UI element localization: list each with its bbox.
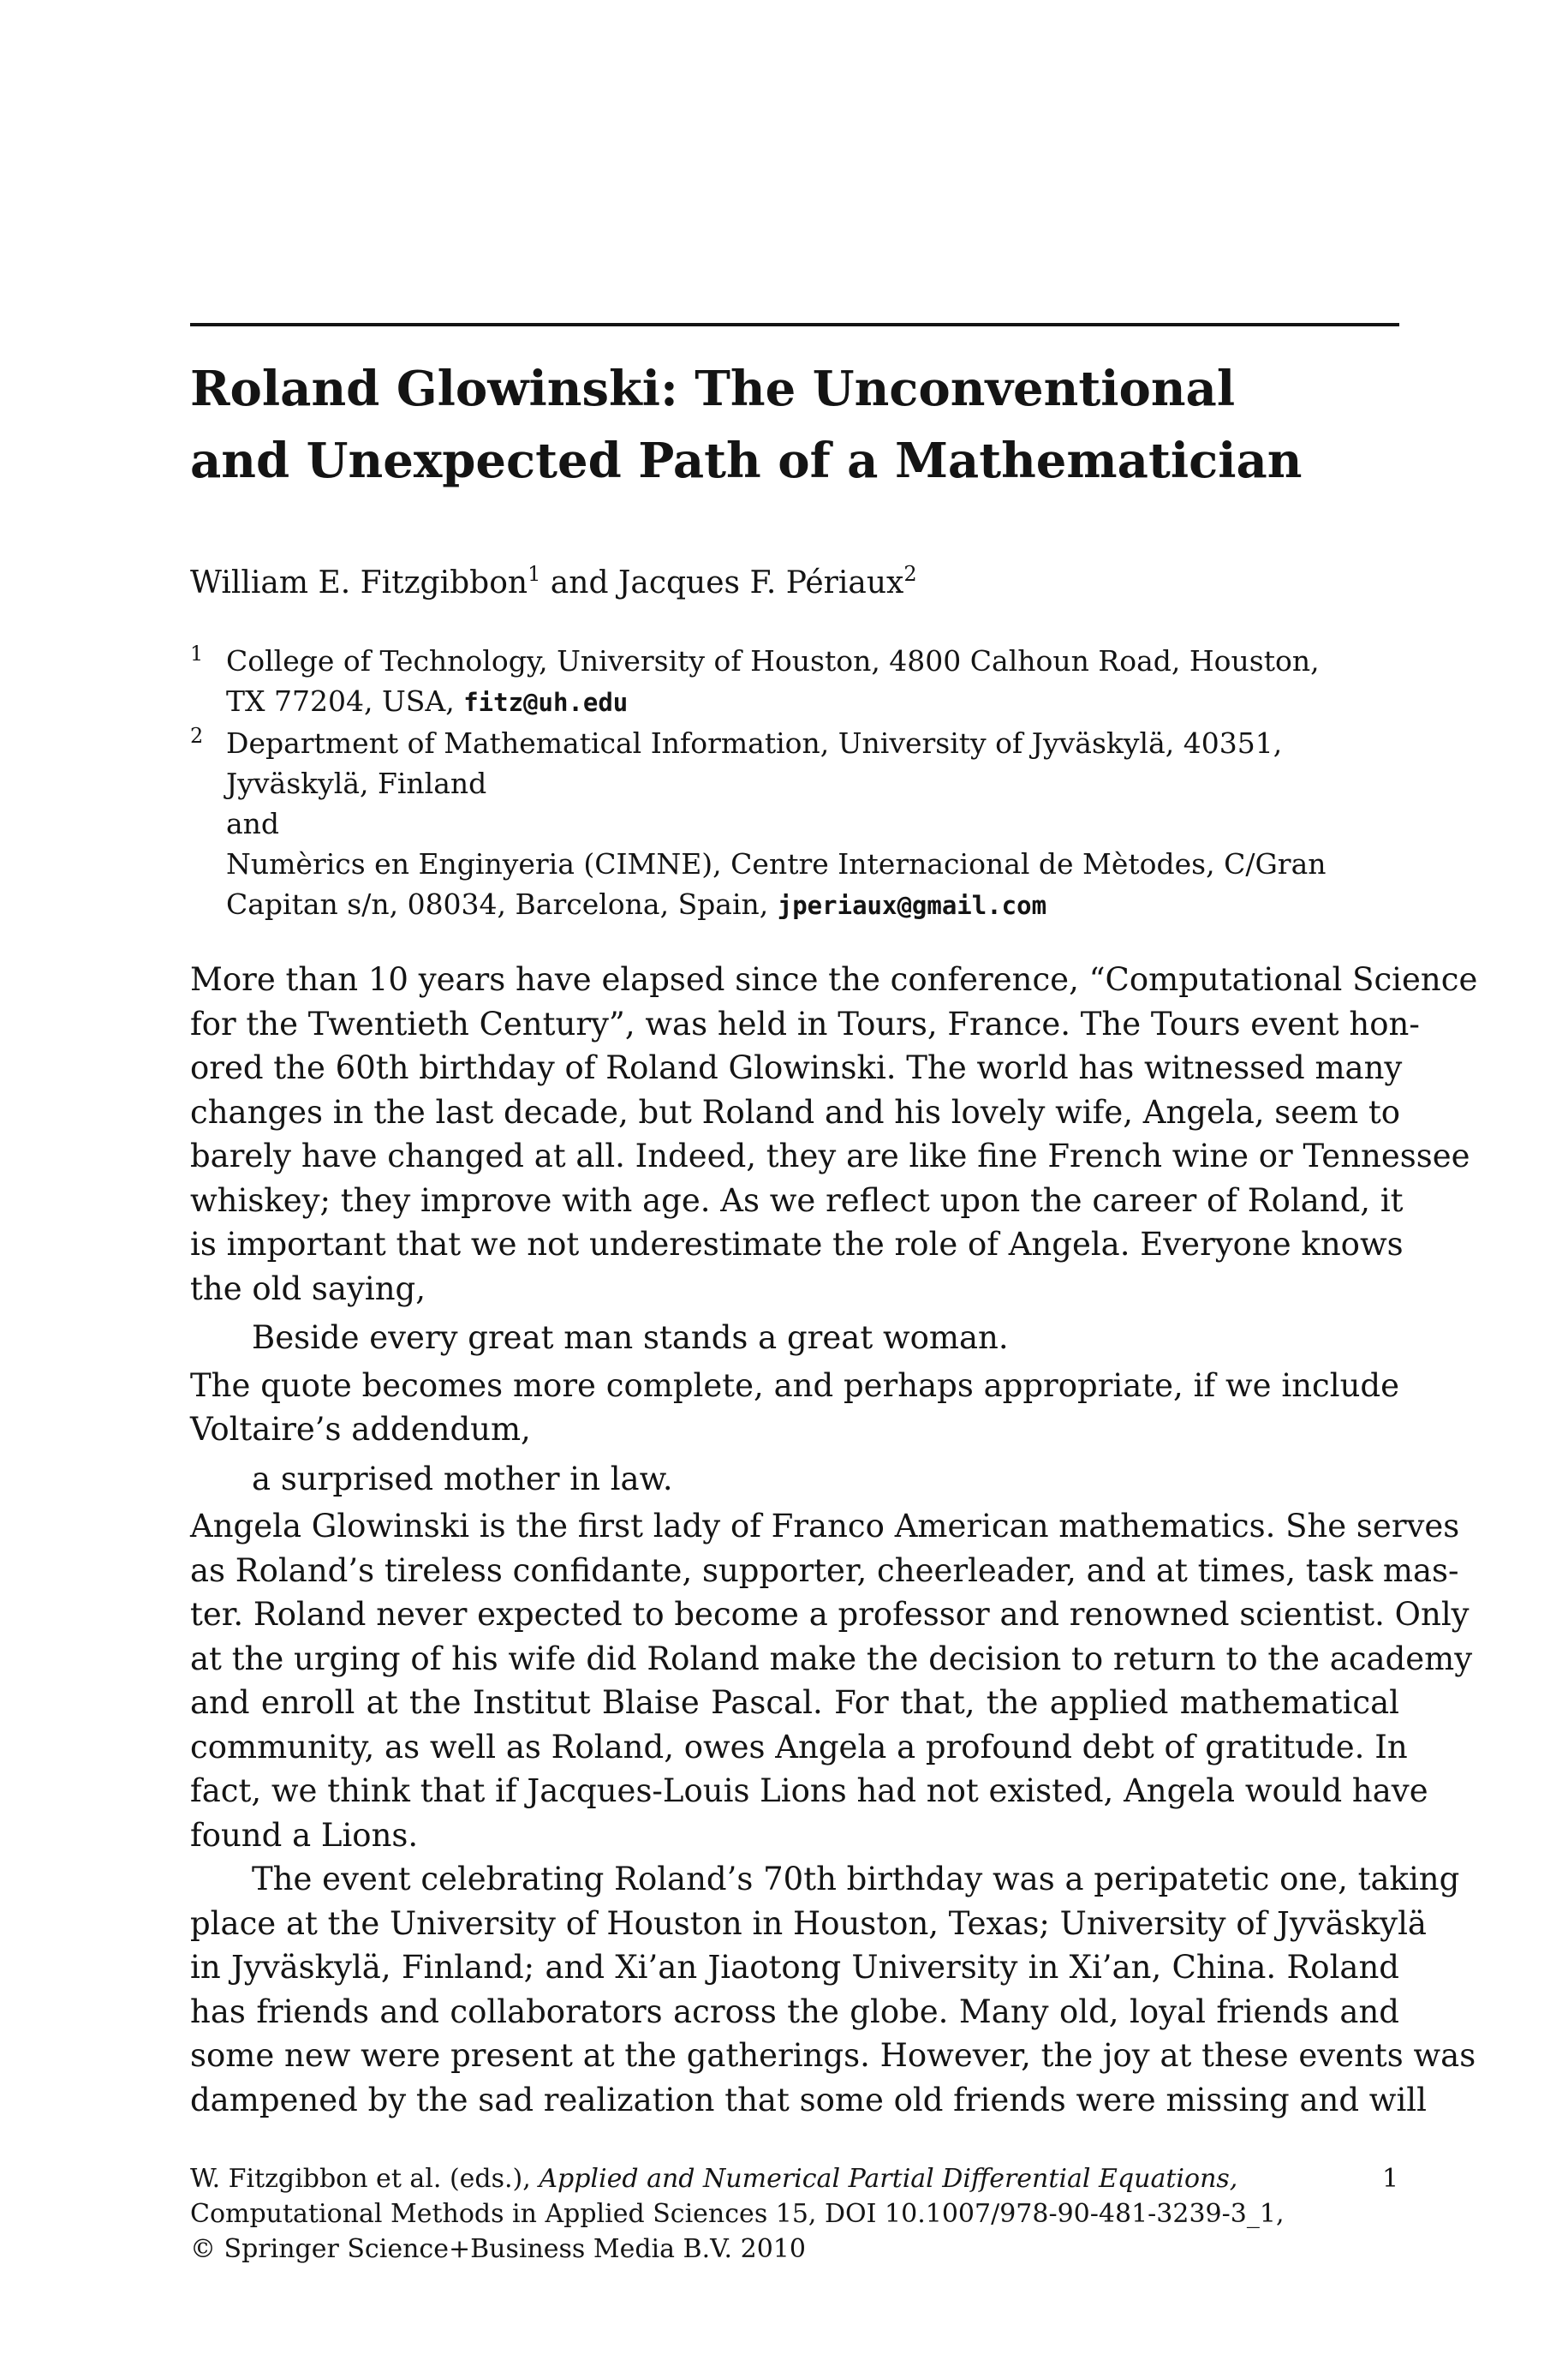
title-line-2: and Unexpected Path of a Mathematician	[190, 433, 1303, 489]
affiliation-number: 2	[190, 724, 204, 748]
paragraph-1	[190, 958, 1478, 1311]
footer-book-title: Applied and Numerical Partial Differential Equations,	[539, 2164, 1238, 2194]
affiliation-line: Department of Mathematical Information, University of Jyväskylä, 40351,	[226, 726, 1283, 760]
text-line: dampened by the sad realization that some old friends were missing and will	[190, 2081, 1427, 2118]
text-line: changes in the last decade, but Roland and his lovely wife, Angela, seem to	[190, 1093, 1401, 1131]
affiliation-line	[226, 884, 1406, 926]
paper-title	[190, 353, 1406, 497]
text-line: found a Lions.	[190, 1816, 419, 1854]
text-line: whiskey; they improve with age. As we reflect upon the career of Roland, it	[190, 1181, 1404, 1219]
affiliation-text: Capitan s/n, 08034, Barcelona, Spain,	[226, 887, 778, 921]
title-rule	[190, 323, 1399, 326]
footer-line	[190, 2161, 1399, 2196]
text-line: fact, we think that if Jacques-Louis Lions had not existed, Angela would have	[190, 1772, 1428, 1809]
author-1-affil-mark: 1	[528, 562, 541, 586]
author-conjunction: and	[540, 565, 618, 600]
text-line: for the Twentieth Century”, was held in Tours, France. The Tours event hon-	[190, 1005, 1420, 1043]
footer-copyright: © Springer Science+Business Media B.V. 2010	[190, 2234, 806, 2264]
footer-line: Computational Methods in Applied Sciences 15, DOI 10.1007/978-90-481-3239-3_1,	[190, 2199, 1285, 2229]
affiliation-text: TX 77204, USA,	[226, 684, 464, 718]
affiliation-1	[190, 641, 1406, 723]
text-line: ored the 60th birthday of Roland Glowinski. The world has witnessed many	[190, 1049, 1403, 1086]
email-link[interactable]: jperiaux@gmail.com	[777, 891, 1047, 920]
text-line: and enroll at the Institut Blaise Pascal. For that, the applied mathematical	[190, 1684, 1399, 1721]
page-number: 1	[1382, 2164, 1399, 2194]
author-1: William E. Fitzgibbon	[190, 565, 528, 600]
text-line: Angela Glowinski is the first lady of Franco American mathematics. She serves	[190, 1508, 1460, 1545]
author-list	[190, 562, 917, 605]
paragraph-4	[190, 1857, 1476, 2122]
affiliation-line	[226, 681, 1406, 723]
text-line: has friends and collaborators across the globe. Many old, loyal friends and	[190, 1993, 1399, 2030]
affiliations	[190, 641, 1406, 926]
text-line: The quote becomes more complete, and perhaps appropriate, if we include	[190, 1366, 1399, 1404]
affiliation-line: College of Technology, University of Houston, 4800 Calhoun Road, Houston,	[226, 644, 1320, 678]
quote-2: a surprised mother in law.	[252, 1460, 673, 1497]
text-line: at the urging of his wife did Roland make the decision to return to the academy	[190, 1640, 1473, 1677]
affiliation-line: and	[226, 807, 280, 840]
text-line: place at the University of Houston in Houston, Texas; University of Jyväskylä	[190, 1904, 1427, 1942]
body-text	[190, 958, 1478, 2122]
publication-footer	[190, 2161, 1399, 2267]
affiliation-number: 1	[190, 642, 204, 666]
text-line: community, as well as Roland, owes Angela a profound debt of gratitude. In	[190, 1728, 1408, 1766]
text-line: Voltaire’s addendum,	[190, 1411, 531, 1448]
author-2: Jacques F. Périaux	[617, 565, 904, 600]
text-line: as Roland’s tireless confidante, supporter, cheerleader, and at times, task mas-	[190, 1551, 1459, 1589]
affiliation-2	[190, 723, 1406, 926]
footer-editors: W. Fitzgibbon et al. (eds.),	[190, 2164, 540, 2194]
paragraph-3	[190, 1504, 1473, 1857]
paragraph-2	[190, 1364, 1399, 1452]
text-line: in Jyväskylä, Finland; and Xi’an Jiaotong University in Xi’an, China. Roland	[190, 1949, 1399, 1986]
text-line: is important that we not underestimate the role of Angela. Everyone knows	[190, 1226, 1404, 1263]
email-link[interactable]: fitz@uh.edu	[463, 688, 629, 717]
text-line: barely have changed at all. Indeed, they are like fine French wine or Tennessee	[190, 1138, 1470, 1174]
text-line: some new were present at the gatherings. However, the joy at these events was	[190, 2037, 1476, 2074]
author-2-affil-mark: 2	[903, 562, 917, 586]
affiliation-line: Jyväskylä, Finland	[226, 767, 487, 800]
text-line: The event celebrating Roland’s 70th birthday was a peripatetic one, taking	[252, 1861, 1460, 1897]
text-line: the old saying,	[190, 1270, 426, 1307]
text-line: ter. Roland never expected to become a professor and renowned scientist. Only	[190, 1596, 1470, 1633]
quote-1: Beside every great man stands a great woman.	[252, 1319, 1009, 1356]
text-line: More than 10 years have elapsed since the conference, “Computational Science	[190, 961, 1478, 998]
affiliation-line: Numèrics en Enginyeria (CIMNE), Centre Internacional de Mètodes, C/Gran	[226, 847, 1327, 881]
title-line-1: Roland Glowinski: The Unconventional	[190, 361, 1236, 417]
